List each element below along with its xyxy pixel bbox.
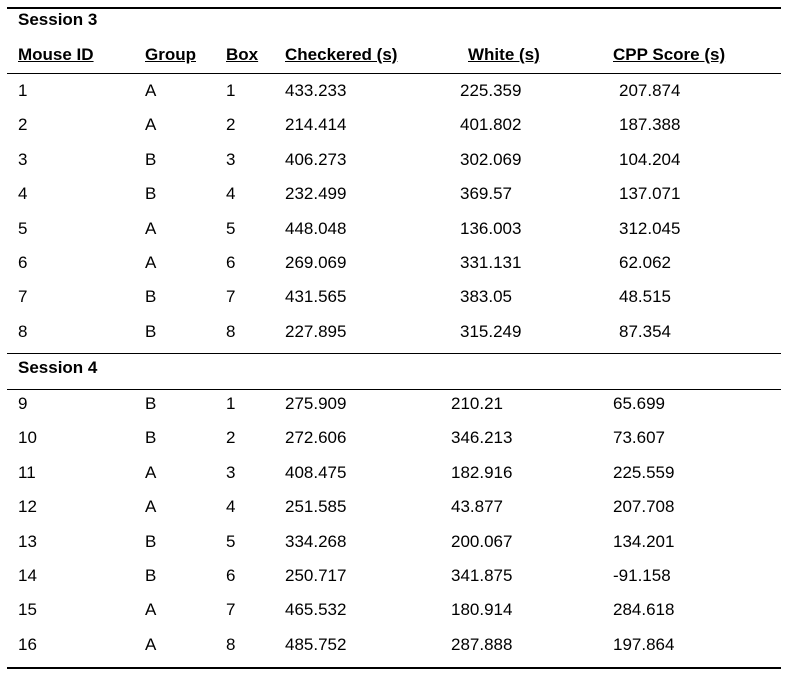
header-mouse-id: Mouse ID — [18, 45, 94, 64]
group-cell: B — [145, 566, 157, 585]
mouse-id-cell: 4 — [18, 184, 28, 203]
group-cell: A — [145, 463, 157, 482]
cpp-score-cell: 137.071 — [619, 184, 681, 203]
checkered-cell: 431.565 — [285, 287, 347, 306]
checkered-cell: 465.532 — [285, 600, 347, 619]
white-cell: 43.877 — [451, 497, 503, 516]
mouse-id-cell: 11 — [18, 463, 36, 482]
checkered-cell: 433.233 — [285, 81, 347, 100]
cpp-score-cell: 65.699 — [613, 394, 665, 413]
cpp-score-cell: 187.388 — [619, 115, 681, 134]
group-cell: A — [145, 253, 157, 272]
group-cell: A — [145, 219, 157, 238]
white-cell: 225.359 — [460, 81, 522, 100]
bottom-rule — [7, 667, 781, 669]
group-cell: A — [145, 497, 157, 516]
cpp-score-cell: 87.354 — [619, 322, 671, 341]
white-cell: 383.05 — [460, 287, 512, 306]
session-divider-rule — [7, 353, 781, 354]
cpp-score-cell: 104.204 — [619, 150, 681, 169]
box-cell: 2 — [226, 115, 236, 134]
header-group: Group — [145, 45, 196, 64]
box-cell: 4 — [226, 184, 236, 203]
mouse-id-cell: 13 — [18, 532, 37, 551]
cpp-score-cell: -91.158 — [613, 566, 671, 585]
header-box: Box — [226, 45, 259, 64]
cpp-score-cell: 134.201 — [613, 532, 675, 551]
mouse-id-cell: 1 — [18, 81, 28, 100]
mouse-id-cell: 3 — [18, 150, 28, 169]
white-cell: 200.067 — [451, 532, 513, 551]
header-checkered: Checkered (s) — [285, 45, 398, 64]
box-cell: 5 — [226, 532, 236, 551]
group-cell: B — [145, 287, 157, 306]
group-cell: A — [145, 115, 157, 134]
box-cell: 7 — [226, 600, 236, 619]
box-cell: 4 — [226, 497, 236, 516]
white-cell: 401.802 — [460, 115, 522, 134]
top-rule — [7, 7, 781, 9]
checkered-cell: 408.475 — [285, 463, 347, 482]
checkered-cell: 232.499 — [285, 184, 347, 203]
mouse-id-cell: 9 — [18, 394, 28, 413]
white-cell: 136.003 — [460, 219, 522, 238]
mouse-id-cell: 15 — [18, 600, 37, 619]
mouse-id-cell: 12 — [18, 497, 37, 516]
white-cell: 180.914 — [451, 600, 513, 619]
cpp-score-cell: 312.045 — [619, 219, 681, 238]
box-cell: 1 — [226, 81, 236, 100]
cpp-score-cell: 48.515 — [619, 287, 671, 306]
cpp-score-cell: 284.618 — [613, 600, 675, 619]
checkered-cell: 334.268 — [285, 532, 347, 551]
group-cell: B — [145, 428, 157, 447]
box-cell: 1 — [226, 394, 236, 413]
white-cell: 210.21 — [451, 394, 503, 413]
white-cell: 182.916 — [451, 463, 513, 482]
mouse-id-cell: 8 — [18, 322, 28, 341]
checkered-cell: 448.048 — [285, 219, 347, 238]
box-cell: 8 — [226, 322, 236, 341]
white-cell: 315.249 — [460, 322, 522, 341]
mouse-id-cell: 16 — [18, 635, 37, 654]
box-cell: 6 — [226, 253, 236, 272]
cpp-score-cell: 197.864 — [613, 635, 675, 654]
checkered-cell: 214.414 — [285, 115, 347, 134]
mouse-id-cell: 10 — [18, 428, 37, 447]
white-cell: 331.131 — [460, 253, 522, 272]
mouse-id-cell: 7 — [18, 287, 28, 306]
session-3-title: Session 3 — [18, 10, 98, 29]
white-cell: 346.213 — [451, 428, 513, 447]
mouse-id-cell: 14 — [18, 566, 37, 585]
box-cell: 5 — [226, 219, 236, 238]
box-cell: 7 — [226, 287, 236, 306]
cpp-score-cell: 62.062 — [619, 253, 671, 272]
checkered-cell: 485.752 — [285, 635, 347, 654]
checkered-cell: 251.585 — [285, 497, 347, 516]
white-cell: 369.57 — [460, 184, 512, 203]
header-rule — [7, 73, 781, 74]
cpp-score-cell: 225.559 — [613, 463, 675, 482]
checkered-cell: 269.069 — [285, 253, 347, 272]
checkered-cell: 272.606 — [285, 428, 347, 447]
checkered-cell: 227.895 — [285, 322, 347, 341]
cpp-score-cell: 207.708 — [613, 497, 675, 516]
group-cell: B — [145, 532, 157, 551]
mouse-id-cell: 5 — [18, 219, 28, 238]
checkered-cell: 250.717 — [285, 566, 347, 585]
header-white: White (s) — [468, 45, 540, 64]
mouse-id-cell: 6 — [18, 253, 28, 272]
mouse-id-cell: 2 — [18, 115, 28, 134]
header-cpp-score: CPP Score (s) — [613, 45, 726, 64]
session-4-title: Session 4 — [18, 358, 98, 377]
group-cell: B — [145, 184, 157, 203]
group-cell: A — [145, 600, 157, 619]
group-cell: A — [145, 81, 157, 100]
white-cell: 287.888 — [451, 635, 513, 654]
cpp-score-cell: 73.607 — [613, 428, 665, 447]
box-cell: 2 — [226, 428, 236, 447]
box-cell: 6 — [226, 566, 236, 585]
box-cell: 3 — [226, 150, 236, 169]
group-cell: B — [145, 394, 157, 413]
white-cell: 341.875 — [451, 566, 513, 585]
box-cell: 3 — [226, 463, 236, 482]
checkered-cell: 275.909 — [285, 394, 347, 413]
box-cell: 8 — [226, 635, 236, 654]
group-cell: A — [145, 635, 157, 654]
session-4-header-rule — [7, 389, 781, 390]
checkered-cell: 406.273 — [285, 150, 347, 169]
group-cell: B — [145, 322, 157, 341]
white-cell: 302.069 — [460, 150, 522, 169]
group-cell: B — [145, 150, 157, 169]
cpp-score-cell: 207.874 — [619, 81, 681, 100]
